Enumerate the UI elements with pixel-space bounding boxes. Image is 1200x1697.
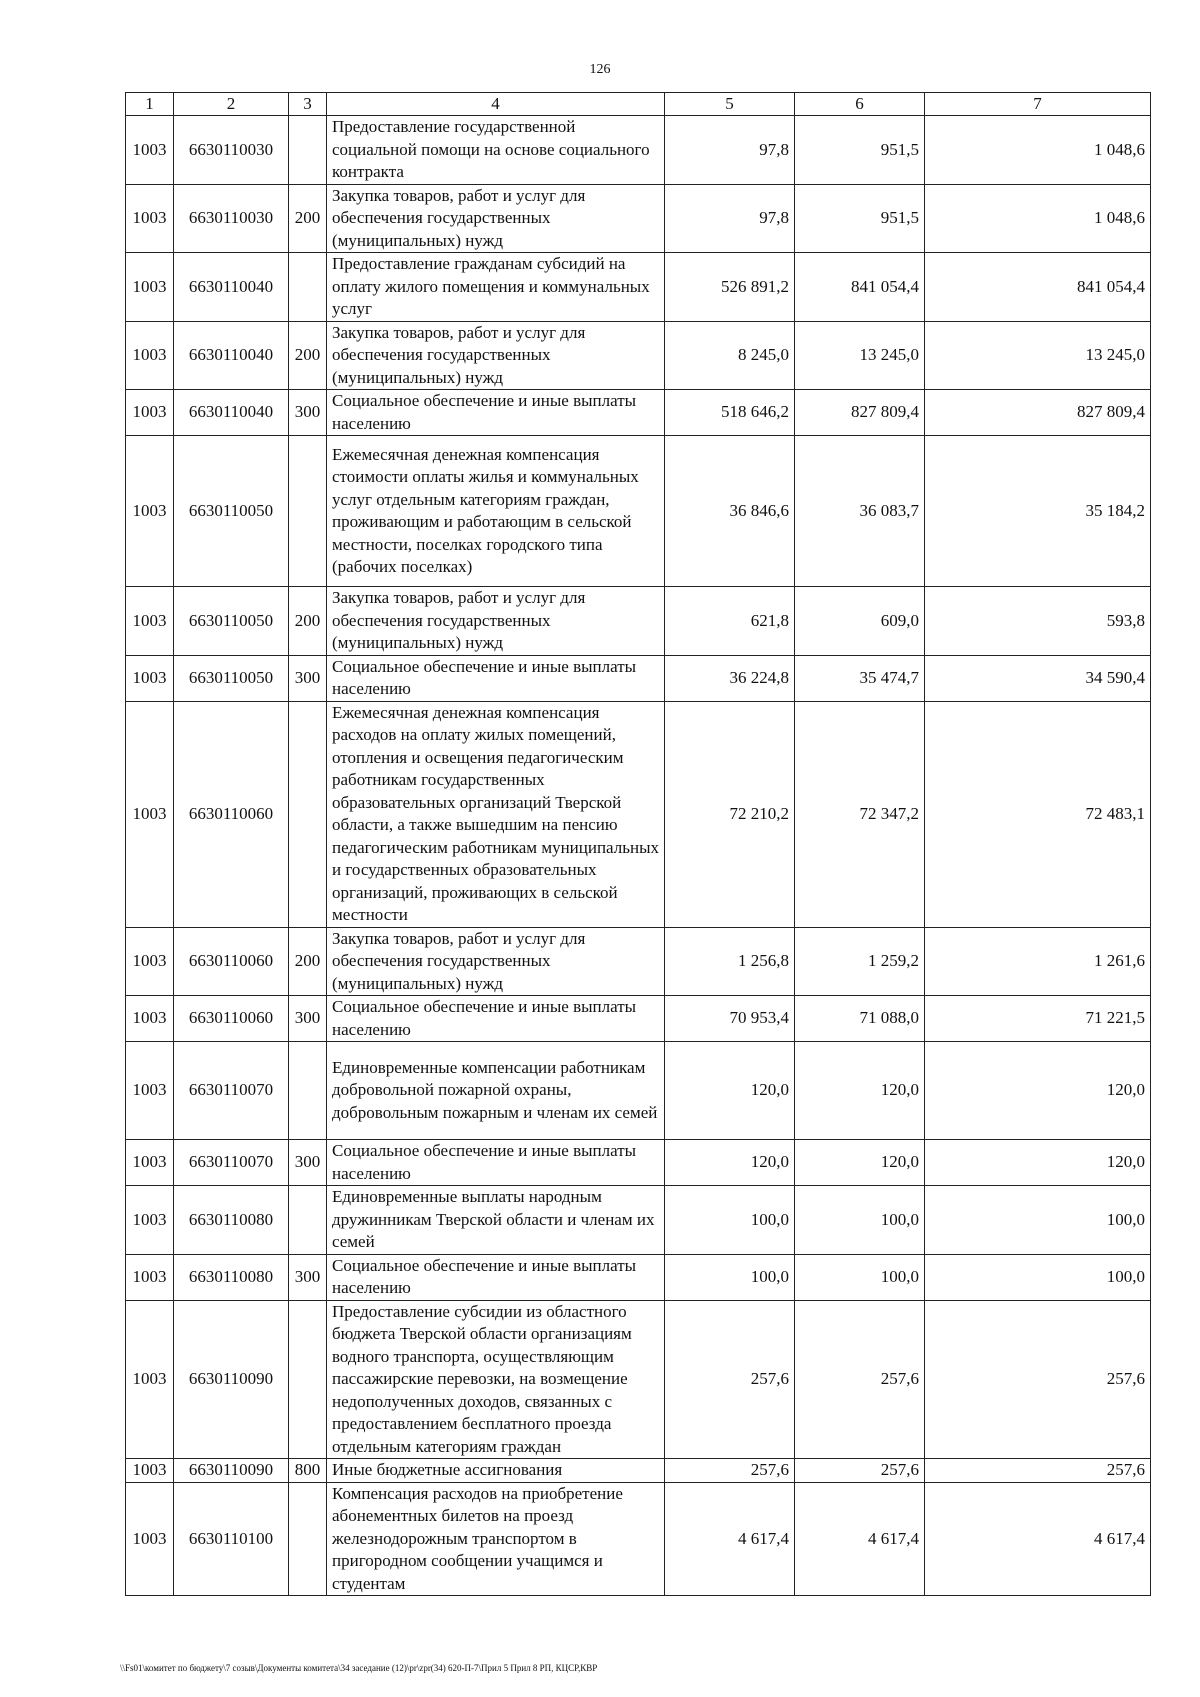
- column-number-header: 3: [289, 93, 327, 116]
- value-year3-cell: 100,0: [925, 1254, 1151, 1300]
- value-year1-cell: 257,6: [665, 1300, 795, 1459]
- table-row: [126, 1459, 1151, 1483]
- name-cell: Ежемесячная денежная компенсация расходов на оплату жилых помещений, отопления и освещения педагогическим работникам государственных образовательных организаций Тверской области, а также вышедшим на пенсию педагогическим работникам муниципальных и государственных образовательных организаций, проживающих в сельской местности: [327, 701, 665, 927]
- table-row: [126, 996, 1151, 1042]
- value-year1-cell: 70 953,4: [665, 996, 795, 1042]
- value-year1-cell: 97,8: [665, 116, 795, 185]
- value-year2-cell: 951,5: [795, 184, 925, 253]
- csr-cell: 6630110070: [174, 1042, 289, 1140]
- table-row: [126, 253, 1151, 322]
- value-year1-cell: 97,8: [665, 184, 795, 253]
- razdel-cell: 1003: [126, 1140, 174, 1186]
- razdel-cell: 1003: [126, 996, 174, 1042]
- table-row: [126, 701, 1151, 927]
- value-year2-cell: 827 809,4: [795, 390, 925, 436]
- value-year2-cell: 100,0: [795, 1186, 925, 1255]
- column-number-header: 4: [327, 93, 665, 116]
- value-year3-cell: 71 221,5: [925, 996, 1151, 1042]
- value-year2-cell: 36 083,7: [795, 436, 925, 587]
- name-cell: Закупка товаров, работ и услуг для обеспечения государственных (муниципальных) нужд: [327, 587, 665, 656]
- csr-cell: 6630110090: [174, 1300, 289, 1459]
- value-year3-cell: 13 245,0: [925, 321, 1151, 390]
- name-cell: Иные бюджетные ассигнования: [327, 1459, 665, 1483]
- page-number: 126: [589, 62, 611, 77]
- table-row: [126, 321, 1151, 390]
- csr-cell: 6630110040: [174, 321, 289, 390]
- value-year1-cell: 4 617,4: [665, 1482, 795, 1596]
- razdel-cell: 1003: [126, 1459, 174, 1483]
- name-cell: Единовременные компенсации работникам добровольной пожарной охраны, добровольным пожарным и членам их семей: [327, 1042, 665, 1140]
- name-cell: Закупка товаров, работ и услуг для обеспечения государственных (муниципальных) нужд: [327, 184, 665, 253]
- value-year3-cell: 34 590,4: [925, 655, 1151, 701]
- value-year3-cell: 257,6: [925, 1459, 1151, 1483]
- column-number-header: 2: [174, 93, 289, 116]
- razdel-cell: 1003: [126, 390, 174, 436]
- value-year3-cell: 1 048,6: [925, 184, 1151, 253]
- razdel-cell: 1003: [126, 436, 174, 587]
- razdel-cell: 1003: [126, 701, 174, 927]
- csr-cell: 6630110050: [174, 436, 289, 587]
- column-number-header-row: [126, 93, 1151, 116]
- value-year3-cell: 841 054,4: [925, 253, 1151, 322]
- value-year1-cell: 36 846,6: [665, 436, 795, 587]
- vr-cell: [289, 701, 327, 927]
- razdel-cell: 1003: [126, 321, 174, 390]
- value-year2-cell: 951,5: [795, 116, 925, 185]
- name-cell: Социальное обеспечение и иные выплаты населению: [327, 390, 665, 436]
- vr-cell: 300: [289, 996, 327, 1042]
- name-cell: Закупка товаров, работ и услуг для обеспечения государственных (муниципальных) нужд: [327, 927, 665, 996]
- table-row: [126, 1140, 1151, 1186]
- value-year2-cell: 4 617,4: [795, 1482, 925, 1596]
- vr-cell: [289, 1042, 327, 1140]
- vr-cell: 300: [289, 655, 327, 701]
- vr-cell: [289, 1300, 327, 1459]
- csr-cell: 6630110050: [174, 587, 289, 656]
- value-year3-cell: 593,8: [925, 587, 1151, 656]
- value-year2-cell: 35 474,7: [795, 655, 925, 701]
- value-year1-cell: 120,0: [665, 1140, 795, 1186]
- column-number-header: 5: [665, 93, 795, 116]
- table-row: [126, 1254, 1151, 1300]
- csr-cell: 6630110060: [174, 701, 289, 927]
- csr-cell: 6630110050: [174, 655, 289, 701]
- value-year2-cell: 71 088,0: [795, 996, 925, 1042]
- csr-cell: 6630110040: [174, 253, 289, 322]
- razdel-cell: 1003: [126, 1300, 174, 1459]
- value-year1-cell: 100,0: [665, 1254, 795, 1300]
- name-cell: Социальное обеспечение и иные выплаты населению: [327, 1140, 665, 1186]
- vr-cell: 300: [289, 390, 327, 436]
- table-row: [126, 184, 1151, 253]
- value-year2-cell: 120,0: [795, 1042, 925, 1140]
- table-row: [126, 1482, 1151, 1596]
- razdel-cell: 1003: [126, 1254, 174, 1300]
- name-cell: Компенсация расходов на приобретение абонементных билетов на проезд железнодорожным транспортом в пригородном сообщении учащимся и студентам: [327, 1482, 665, 1596]
- vr-cell: 300: [289, 1254, 327, 1300]
- table-row: [126, 587, 1151, 656]
- csr-cell: 6630110060: [174, 996, 289, 1042]
- value-year2-cell: 100,0: [795, 1254, 925, 1300]
- value-year3-cell: 1 261,6: [925, 927, 1151, 996]
- value-year1-cell: 621,8: [665, 587, 795, 656]
- name-cell: Социальное обеспечение и иные выплаты населению: [327, 1254, 665, 1300]
- vr-cell: [289, 1186, 327, 1255]
- value-year1-cell: 8 245,0: [665, 321, 795, 390]
- razdel-cell: 1003: [126, 116, 174, 185]
- razdel-cell: 1003: [126, 655, 174, 701]
- razdel-cell: 1003: [126, 1482, 174, 1596]
- value-year3-cell: 120,0: [925, 1042, 1151, 1140]
- value-year1-cell: 36 224,8: [665, 655, 795, 701]
- budget-table: [125, 92, 1151, 1596]
- name-cell: Единовременные выплаты народным дружинникам Тверской области и членам их семей: [327, 1186, 665, 1255]
- column-number-header: 6: [795, 93, 925, 116]
- name-cell: Предоставление субсидии из областного бюджета Тверской области организациям водного транспорта, осуществляющим пассажирские перевозки, на возмещение недополученных доходов, связанных с предоставлением бесплатного проезда отдельным категориям граждан: [327, 1300, 665, 1459]
- value-year3-cell: 257,6: [925, 1300, 1151, 1459]
- name-cell: Закупка товаров, работ и услуг для обеспечения государственных (муниципальных) нужд: [327, 321, 665, 390]
- value-year2-cell: 257,6: [795, 1459, 925, 1483]
- name-cell: Социальное обеспечение и иные выплаты населению: [327, 996, 665, 1042]
- csr-cell: 6630110080: [174, 1254, 289, 1300]
- table-row: [126, 655, 1151, 701]
- value-year3-cell: 35 184,2: [925, 436, 1151, 587]
- value-year3-cell: 4 617,4: [925, 1482, 1151, 1596]
- csr-cell: 6630110070: [174, 1140, 289, 1186]
- column-number-header: 1: [126, 93, 174, 116]
- vr-cell: [289, 436, 327, 587]
- name-cell: Предоставление гражданам субсидий на оплату жилого помещения и коммунальных услуг: [327, 253, 665, 322]
- csr-cell: 6630110100: [174, 1482, 289, 1596]
- razdel-cell: 1003: [126, 184, 174, 253]
- csr-cell: 6630110030: [174, 116, 289, 185]
- value-year3-cell: 1 048,6: [925, 116, 1151, 185]
- name-cell: Ежемесячная денежная компенсация стоимости оплаты жилья и коммунальных услуг отдельным категориям граждан, проживающим и работающим в сельской местности, поселках городского типа (рабочих поселках): [327, 436, 665, 587]
- value-year2-cell: 841 054,4: [795, 253, 925, 322]
- value-year3-cell: 827 809,4: [925, 390, 1151, 436]
- value-year2-cell: 1 259,2: [795, 927, 925, 996]
- vr-cell: 800: [289, 1459, 327, 1483]
- csr-cell: 6630110030: [174, 184, 289, 253]
- table-row: [126, 1042, 1151, 1140]
- vr-cell: [289, 1482, 327, 1596]
- vr-cell: 200: [289, 927, 327, 996]
- value-year2-cell: 609,0: [795, 587, 925, 656]
- column-number-header: 7: [925, 93, 1151, 116]
- value-year3-cell: 100,0: [925, 1186, 1151, 1255]
- name-cell: Социальное обеспечение и иные выплаты населению: [327, 655, 665, 701]
- footer-file-path: \\Fs01\комитет по бюджету\7 созыв\Документы комитета\34 заседание (12)\pr\zpr(34) 620-П-7\Прил 5 Прил 8 РП, КЦСР,КВР: [120, 1663, 598, 1673]
- table-row: [126, 1186, 1151, 1255]
- vr-cell: [289, 116, 327, 185]
- razdel-cell: 1003: [126, 1042, 174, 1140]
- razdel-cell: 1003: [126, 1186, 174, 1255]
- csr-cell: 6630110090: [174, 1459, 289, 1483]
- csr-cell: 6630110060: [174, 927, 289, 996]
- table-row: [126, 927, 1151, 996]
- value-year3-cell: 120,0: [925, 1140, 1151, 1186]
- razdel-cell: 1003: [126, 587, 174, 656]
- value-year1-cell: 120,0: [665, 1042, 795, 1140]
- razdel-cell: 1003: [126, 927, 174, 996]
- value-year1-cell: 518 646,2: [665, 390, 795, 436]
- value-year1-cell: 526 891,2: [665, 253, 795, 322]
- value-year1-cell: 257,6: [665, 1459, 795, 1483]
- csr-cell: 6630110040: [174, 390, 289, 436]
- value-year1-cell: 100,0: [665, 1186, 795, 1255]
- value-year2-cell: 257,6: [795, 1300, 925, 1459]
- table-body: [126, 116, 1151, 1596]
- vr-cell: [289, 253, 327, 322]
- value-year2-cell: 13 245,0: [795, 321, 925, 390]
- vr-cell: 200: [289, 321, 327, 390]
- table-row: [126, 390, 1151, 436]
- table-row: [126, 116, 1151, 185]
- vr-cell: 300: [289, 1140, 327, 1186]
- table-row: [126, 436, 1151, 587]
- value-year1-cell: 72 210,2: [665, 701, 795, 927]
- razdel-cell: 1003: [126, 253, 174, 322]
- value-year1-cell: 1 256,8: [665, 927, 795, 996]
- name-cell: Предоставление государственной социальной помощи на основе социального контракта: [327, 116, 665, 185]
- value-year3-cell: 72 483,1: [925, 701, 1151, 927]
- table-row: [126, 1300, 1151, 1459]
- value-year2-cell: 120,0: [795, 1140, 925, 1186]
- vr-cell: 200: [289, 587, 327, 656]
- vr-cell: 200: [289, 184, 327, 253]
- value-year2-cell: 72 347,2: [795, 701, 925, 927]
- csr-cell: 6630110080: [174, 1186, 289, 1255]
